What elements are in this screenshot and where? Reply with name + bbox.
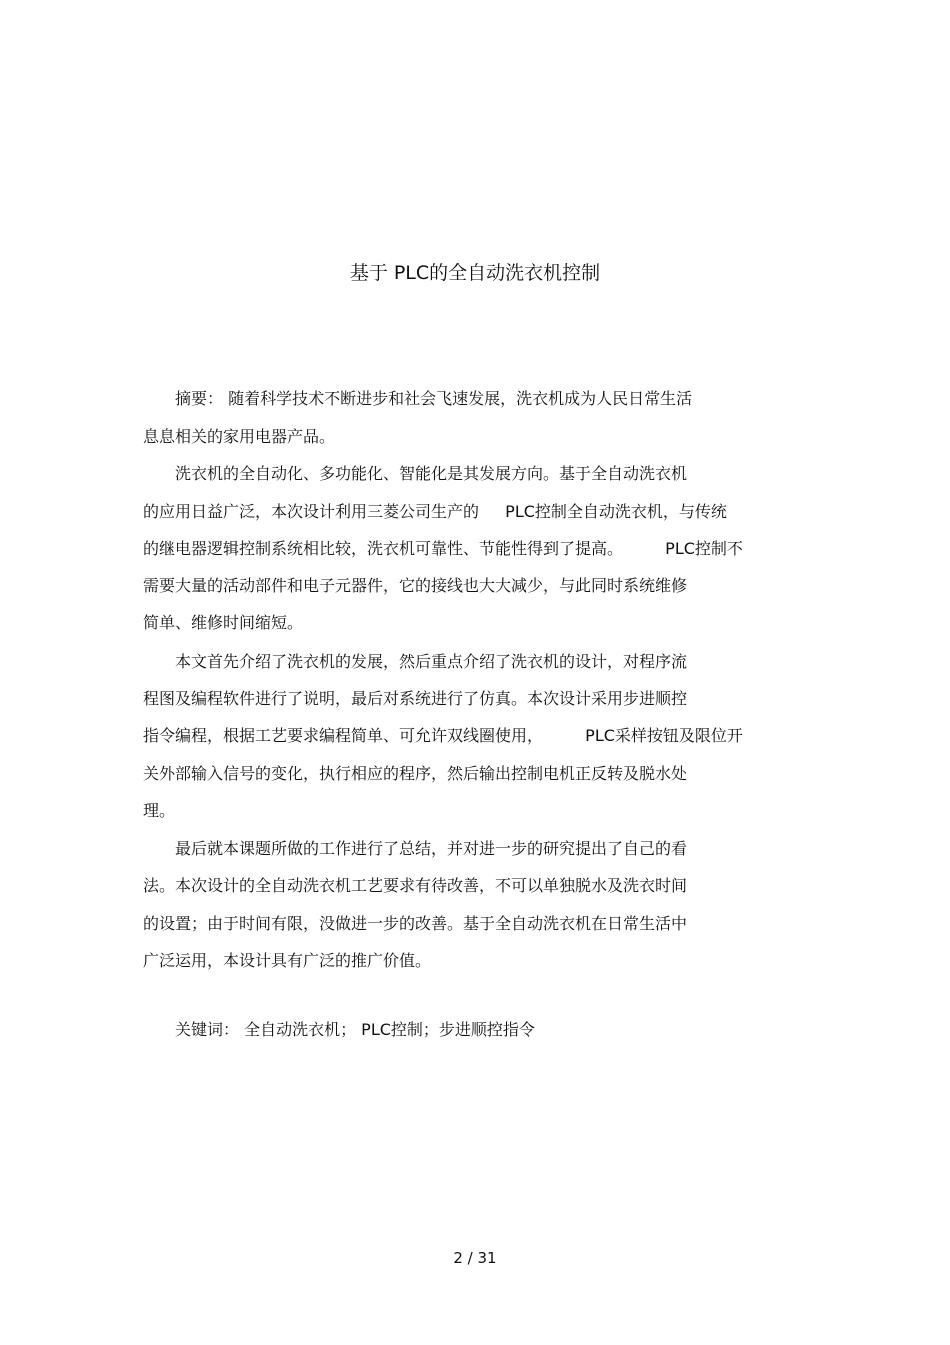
abstract-line: 广泛运用，本设计具有广泛的推广价值。 <box>143 951 432 970</box>
abstract-line: 摘要： 随着科学技术不断进步和社会飞速发展，洗衣机成为人民日常生活 <box>143 389 693 408</box>
abstract-line: 最后就本课题所做的工作进行了总结，并对进一步的研究提出了自己的看 <box>143 839 688 858</box>
abstract-line: 的继电器逻辑控制系统相比较，洗衣机可靠性、节能性得到了提高。 PLC控制不 <box>143 539 743 558</box>
abstract-line: 洗衣机的全自动化、多功能化、智能化是其发展方向。基于全自动洗衣机 <box>143 464 688 483</box>
page-number: 2 / 31 <box>453 1249 497 1267</box>
document-title: 基于 PLC的全自动洗衣机控制 <box>349 262 601 284</box>
keywords-line: 关键词： 全自动洗衣机； PLC控制；步进顺控指令 <box>143 1020 535 1039</box>
abstract-line: 指令编程，根据工艺要求编程简单、可允许双线圈使用， PLC采样按钮及限位开 <box>143 726 743 745</box>
abstract-line: 简单、维修时间缩短。 <box>143 613 304 632</box>
abstract-line: 程图及编程软件进行了说明，最后对系统进行了仿真。本次设计采用步进顺控 <box>143 689 688 708</box>
abstract-line: 法。本次设计的全自动洗衣机工艺要求有待改善，不可以单独脱水及洗衣时间 <box>143 876 688 895</box>
abstract-line: 理。 <box>143 801 176 820</box>
abstract-line: 关外部输入信号的变化，执行相应的程序，然后输出控制电机正反转及脱水处 <box>143 764 688 783</box>
abstract-line: 需要大量的活动部件和电子元器件，它的接线也大大减少，与此同时系统维修 <box>143 576 688 595</box>
abstract-line: 的设置；由于时间有限，没做进一步的改善。基于全自动洗衣机在日常生活中 <box>143 914 688 933</box>
abstract-line: 息息相关的家用电器产品。 <box>143 427 336 446</box>
abstract-line: 的应用日益广泛，本次设计利用三菱公司生产的 PLC控制全自动洗衣机，与传统 <box>143 502 727 521</box>
abstract-line: 本文首先介绍了洗衣机的发展，然后重点介绍了洗衣机的设计，对程序流 <box>143 652 688 671</box>
